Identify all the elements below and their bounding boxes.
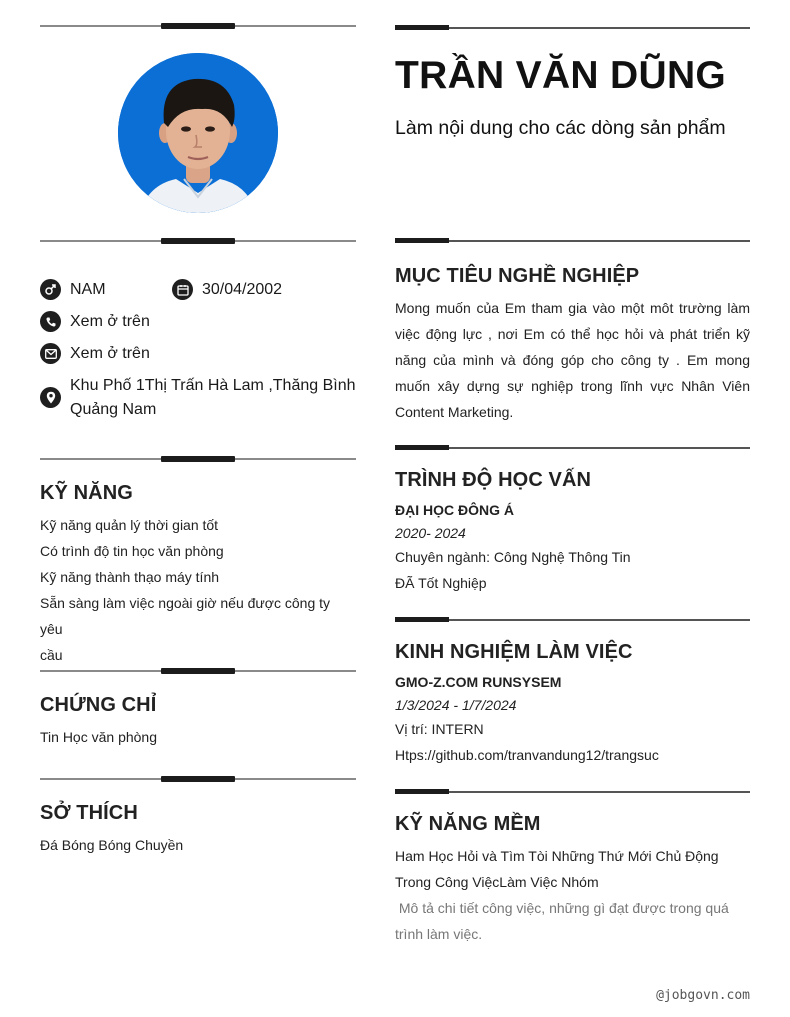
address-value (70, 374, 356, 422)
calendar-icon (172, 279, 193, 300)
soft-skills-line: Trong Công ViệcLàm Việc Nhóm (395, 874, 599, 890)
list-item: Kỹ năng thành thạo máy tính (40, 569, 220, 585)
gender-row (40, 278, 282, 302)
divider (395, 445, 750, 451)
list-item: cầu (40, 647, 63, 663)
job-title: Làm nội dung cho các dòng sản phẩm (395, 117, 726, 139)
experience-title: KINH NGHIỆM LÀM VIỆC (395, 641, 633, 663)
soft-skills-block (395, 843, 750, 947)
education-block (395, 498, 631, 596)
divider (395, 789, 750, 795)
list-item: Kỹ năng quản lý thời gian tốt (40, 517, 219, 533)
phone-value: Xem ở trên (70, 313, 150, 330)
list-item: Đá Bóng Bóng Chuyền (40, 837, 184, 853)
phone-icon (40, 311, 61, 332)
objective-title: MỤC TIÊU NGHỀ NGHIỆP (395, 265, 640, 287)
gender-icon (40, 279, 61, 300)
experience-block (395, 670, 659, 768)
gender-value: NAM (70, 281, 106, 298)
soft-skills-line: Ham Học Hỏi và Tìm Tòi Những Thứ Mới Chủ Động (395, 848, 719, 864)
education-status: ĐÃ Tốt Nghiệp (395, 575, 487, 591)
soft-skills-placeholder: Mô tả chi tiết công việc, những gì đạt được trong quá trình làm việc. (395, 900, 733, 942)
certificates-list (40, 724, 157, 750)
avatar-photo (118, 53, 278, 213)
experience-period: 1/3/2024 - 1/7/2024 (395, 697, 517, 713)
address-row (40, 374, 356, 422)
watermark: @jobgovn.com (656, 988, 750, 1003)
experience-link[interactable]: Htps://github.com/tranvandung12/trangsuc (395, 747, 659, 763)
education-title: TRÌNH ĐỘ HỌC VẤN (395, 469, 592, 491)
list-item: Sẵn sàng làm việc ngoài giờ nếu được công ty yêu (40, 595, 331, 637)
education-major: Chuyên ngành: Công Nghệ Thông Tin (395, 549, 631, 565)
soft-skills-title: KỸ NĂNG MỀM (395, 813, 541, 835)
full-name: TRẦN VĂN DŨNG (395, 54, 727, 97)
company-name: GMO-Z.COM RUNSYSEM (395, 674, 562, 690)
divider (395, 25, 750, 31)
skills-list (40, 512, 356, 668)
divider (40, 667, 356, 675)
list-item: Có trình độ tin học văn phòng (40, 543, 224, 559)
email-value: Xem ở trên (70, 345, 150, 362)
email-icon (40, 343, 61, 364)
divider (40, 455, 356, 463)
education-period: 2020- 2024 (395, 525, 466, 541)
divider (40, 22, 356, 30)
address-line2: Quảng Nam (70, 401, 157, 418)
birthdate-value: 30/04/2002 (202, 281, 283, 298)
certificates-title: CHỨNG CHỈ (40, 694, 157, 716)
objective-text: Mong muốn của Em tham gia vào một môt trường làm việc động lực , nơi Em có thể học hỏi và phát triển kỹ năng của mình và đóng góp cho công ty . Em mong muốn xây dựng sự nghiệp trong lĩnh vực Nhân Viên Content Marketing. (395, 300, 750, 420)
divider (40, 775, 356, 783)
skills-title: KỸ NĂNG (40, 482, 133, 504)
phone-row (40, 310, 150, 334)
list-item: Tin Học văn phòng (40, 729, 157, 745)
experience-position: Vị trí: INTERN (395, 721, 484, 737)
email-row (40, 342, 150, 366)
hobbies-list (40, 832, 183, 858)
avatar (118, 53, 278, 213)
hobbies-title: SỞ THÍCH (40, 802, 138, 824)
divider (395, 617, 750, 623)
divider (395, 238, 750, 244)
divider (40, 237, 356, 245)
location-icon (40, 387, 61, 408)
address-line1: Khu Phố 1Thị Trấn Hà Lam ,Thăng Bình (70, 377, 356, 394)
school-name: ĐẠI HỌC ĐÔNG Á (395, 502, 514, 518)
